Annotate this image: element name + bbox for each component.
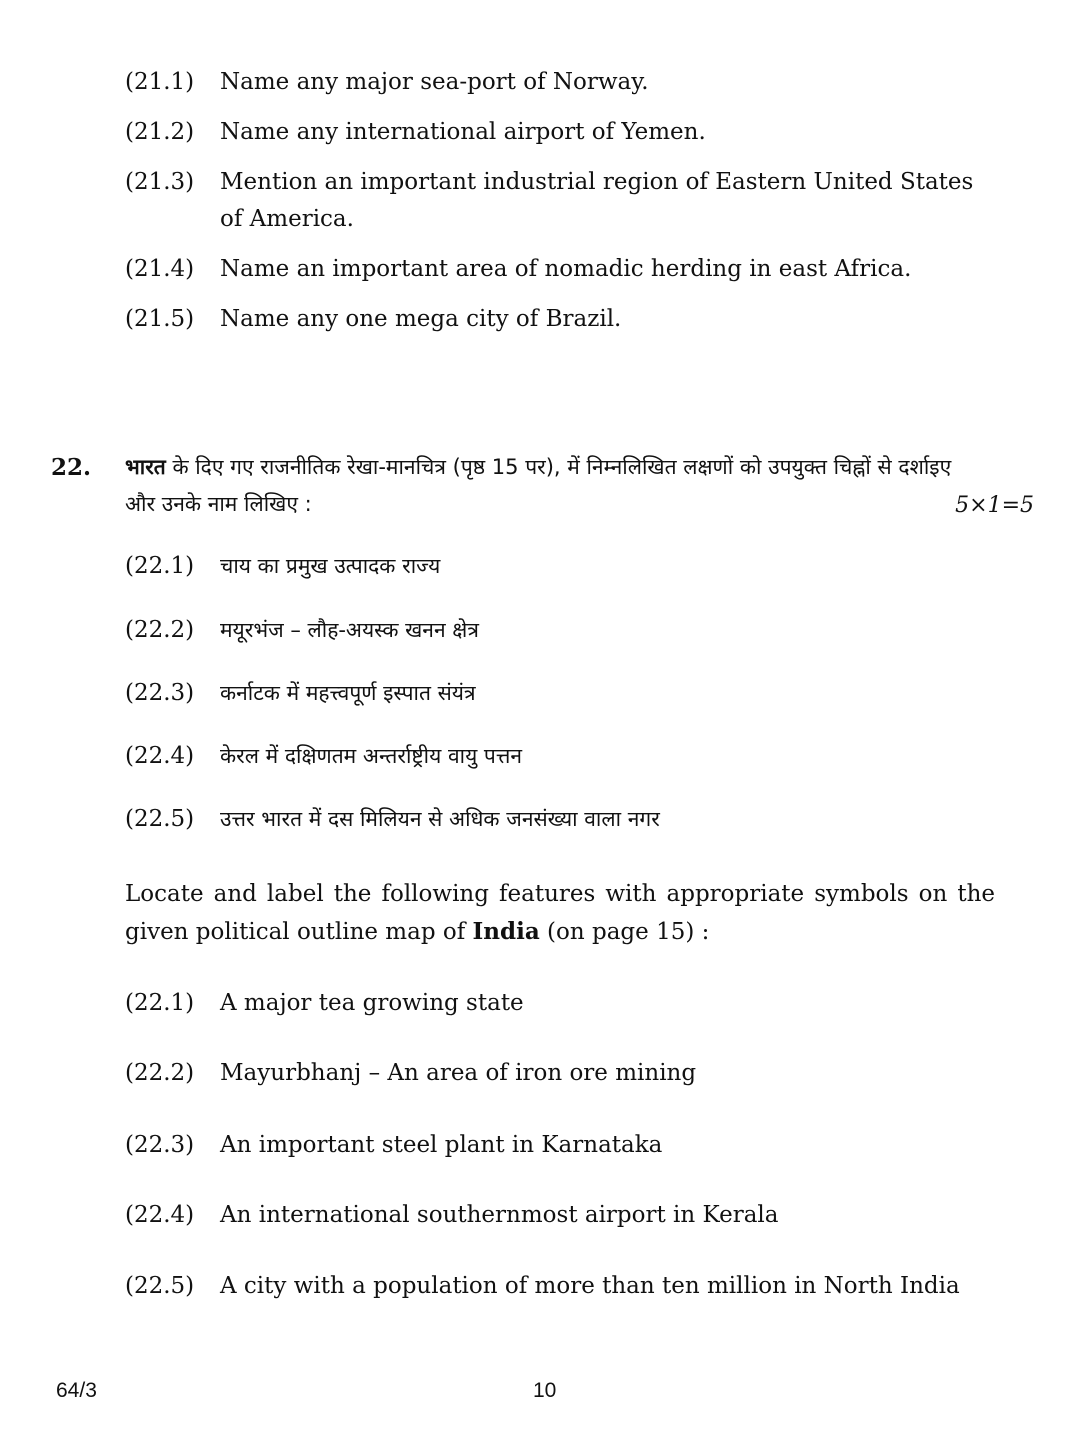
q21-item-1 bbox=[125, 64, 649, 101]
item-text: कर्नाटक में महत्त्वपूर्ण इस्पात संयंत्र bbox=[220, 681, 476, 705]
item-number: (22.2) bbox=[125, 1060, 195, 1086]
q22-english-item-3 bbox=[125, 1127, 663, 1164]
question-number: 22. bbox=[51, 454, 92, 481]
item-number: (22.2) bbox=[125, 617, 195, 643]
item-text: An important steel plant in Karnataka bbox=[220, 1132, 663, 1158]
item-number: (22.4) bbox=[125, 743, 195, 769]
q21-item-4 bbox=[125, 251, 912, 288]
item-number: (22.5) bbox=[125, 1273, 195, 1299]
item-text: Mention an important industrial region of Eastern United States of America. bbox=[220, 169, 974, 232]
q21-item-5 bbox=[125, 301, 622, 338]
item-text: Mayurbhanj – An area of iron ore mining bbox=[220, 1060, 697, 1086]
item-number: (22.1) bbox=[125, 990, 195, 1016]
item-text: Name any international airport of Yemen. bbox=[220, 119, 706, 145]
item-text: Name an important area of nomadic herding in east Africa. bbox=[220, 256, 912, 282]
q22-english-item-5 bbox=[125, 1268, 960, 1305]
paper-code: 64/3 bbox=[56, 1379, 97, 1402]
item-text: A city with a population of more than ten million in North India bbox=[220, 1273, 960, 1299]
english-instruction-tail: (on page 15) : bbox=[539, 919, 710, 945]
q22-english-item-1 bbox=[125, 985, 524, 1022]
item-text: Name any major sea-port of Norway. bbox=[220, 69, 649, 95]
q22-hindi-item-4 bbox=[125, 738, 523, 775]
q21-item-3 bbox=[125, 164, 974, 232]
item-text: मयूरभंज – लौह-अयस्क खनन क्षेत्र bbox=[220, 618, 479, 642]
item-text: A major tea growing state bbox=[220, 990, 524, 1016]
q22-english-item-4 bbox=[125, 1197, 779, 1234]
q22-hindi-item-1 bbox=[125, 548, 441, 585]
item-text: An international southernmost airport in Kerala bbox=[220, 1202, 779, 1228]
q22-english-item-2 bbox=[125, 1055, 697, 1092]
hindi-instruction bbox=[125, 449, 985, 523]
item-text: केरल में दक्षिणतम अन्तर्राष्ट्रीय वायु पत्तन bbox=[220, 744, 523, 768]
q22-hindi-item-2 bbox=[125, 612, 479, 649]
item-text: Name any one mega city of Brazil. bbox=[220, 306, 622, 332]
english-instruction-bold: India bbox=[472, 918, 540, 945]
item-number: (21.1) bbox=[125, 69, 195, 95]
item-text: चाय का प्रमुख उत्पादक राज्य bbox=[220, 554, 441, 578]
english-instruction-text: Locate and label the following features with appropriate symbols on the given political outline map of bbox=[125, 881, 995, 945]
q22-hindi-item-5 bbox=[125, 801, 660, 838]
hindi-instruction-bold: भारत bbox=[125, 455, 166, 479]
item-number: (22.5) bbox=[125, 806, 195, 832]
item-number: (21.5) bbox=[125, 306, 195, 332]
item-number: (22.1) bbox=[125, 553, 195, 579]
q21-item-2 bbox=[125, 114, 706, 151]
item-number: (21.4) bbox=[125, 256, 195, 282]
hindi-instruction-text: के दिए गए राजनीतिक रेखा-मानचित्र (पृष्ठ 15 पर), में निम्नलिखित लक्षणों को उपयुक्त चिह्नों से दर्शाइए और उनके नाम लिखिए : bbox=[125, 455, 952, 516]
item-number: (22.4) bbox=[125, 1202, 195, 1228]
item-number: (21.3) bbox=[125, 169, 195, 195]
page-number: 10 bbox=[533, 1379, 557, 1402]
q22-hindi-item-3 bbox=[125, 675, 476, 712]
item-number: (22.3) bbox=[125, 1132, 195, 1158]
item-text: उत्तर भारत में दस मिलियन से अधिक जनसंख्या वाला नगर bbox=[220, 807, 660, 831]
marks-allocation: 5×1=5 bbox=[955, 493, 1034, 518]
item-number: (21.2) bbox=[125, 119, 195, 145]
english-instruction bbox=[125, 876, 995, 951]
item-number: (22.3) bbox=[125, 680, 195, 706]
